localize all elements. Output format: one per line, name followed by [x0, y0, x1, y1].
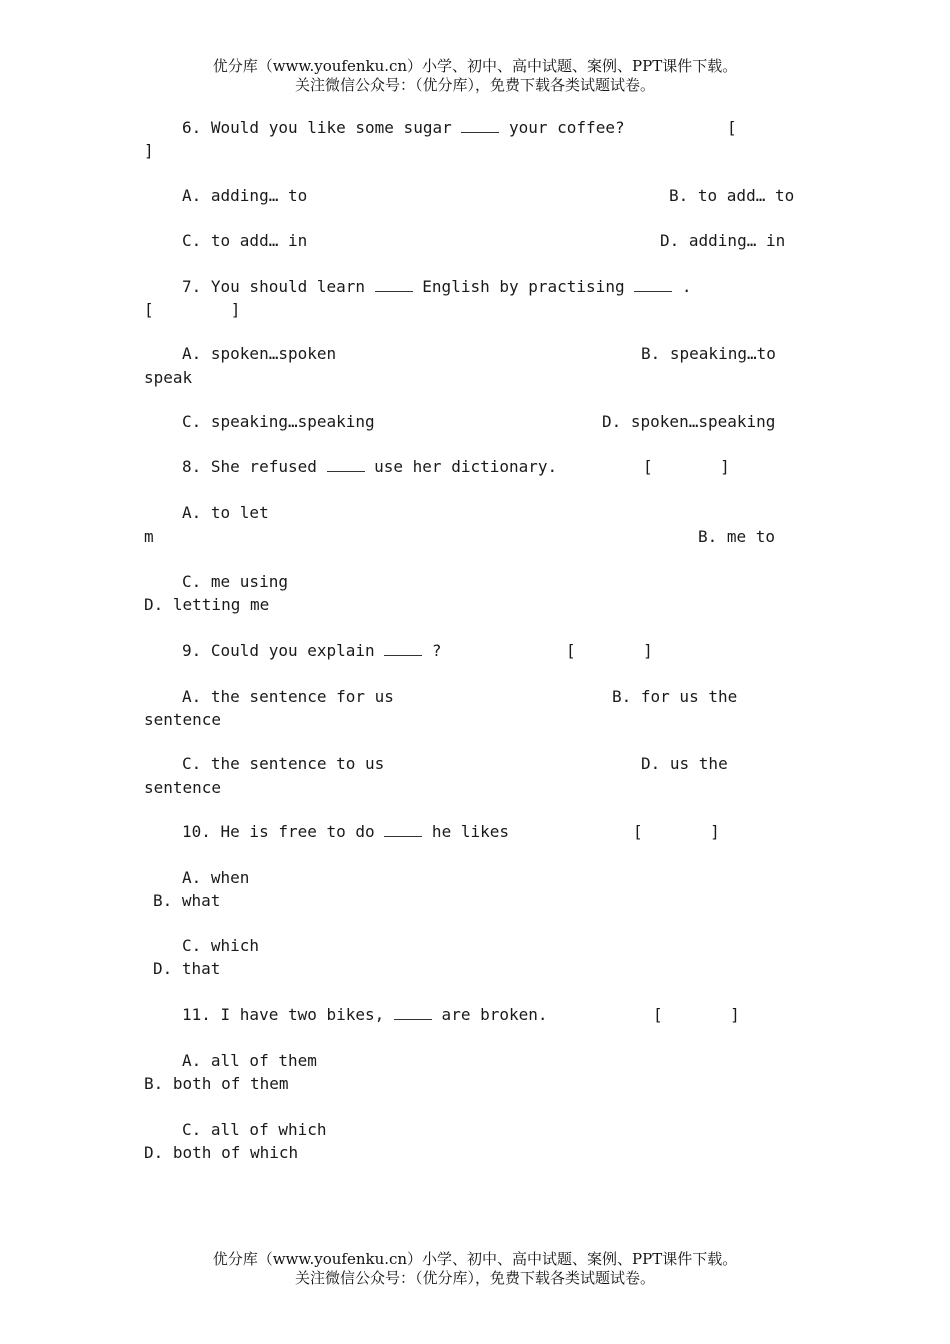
question-6-stem-part-1: 6. Would you like some sugar: [182, 118, 462, 137]
question-10-stem-part-2: he likes: [422, 822, 509, 841]
question-7-option-b: B. speaking…to: [641, 344, 776, 363]
question-10-option-b: B. what: [153, 891, 221, 910]
answer-blank: [394, 1005, 432, 1020]
answer-bracket: [ ]: [566, 641, 653, 660]
question-9-option-c: C. the sentence to us: [182, 754, 385, 773]
question-11-stem: [182, 1004, 548, 1026]
question-7-option-a: A. spoken…spoken: [182, 344, 337, 363]
question-7-option-d: D. spoken…speaking: [602, 412, 776, 431]
question-10-option-a: A. when: [182, 868, 250, 887]
question-9-option-d: D. us the: [641, 754, 728, 773]
question-8-option-d: D. letting me: [144, 595, 270, 614]
question-6-option-b: B. to add… to: [669, 186, 795, 205]
question-10-option-c: C. which: [182, 936, 260, 955]
footer-line-1: 优分库（www.youfenku.cn）小学、初中、高中试题、案例、PPT课件下载。: [212, 1250, 738, 1268]
question-9-stem: [182, 640, 442, 662]
answer-bracket-close: ]: [144, 141, 154, 160]
question-8-stem-part-2: use her dictionary.: [364, 457, 558, 476]
header-line-2: 关注微信公众号：（优分库），免费下载各类试题试卷。: [294, 76, 655, 94]
question-8-stem-part-1: 8. She refused: [182, 457, 327, 476]
answer-blank: [375, 277, 413, 292]
question-9-option-a: A. the sentence for us: [182, 687, 394, 706]
answer-bracket: [ ]: [633, 822, 720, 841]
question-11-option-d: D. both of which: [144, 1143, 299, 1162]
question-10-option-d: D. that: [153, 959, 221, 978]
question-11-option-a: A. all of them: [182, 1051, 317, 1070]
question-8-option-c: C. me using: [182, 572, 288, 591]
question-11-stem-part-1: 11. I have two bikes,: [182, 1005, 394, 1024]
question-8-option-a-wrap: m: [144, 527, 154, 546]
question-10-stem-part-1: 10. He is free to do: [182, 822, 385, 841]
question-11-option-c: C. all of which: [182, 1120, 327, 1139]
answer-blank: [327, 457, 365, 472]
question-8-option-b: B. me to: [698, 527, 776, 546]
answer-bracket: [ ]: [643, 457, 730, 476]
question-7-stem: [182, 276, 691, 298]
question-8-option-a: A. to let: [182, 503, 269, 522]
answer-blank: [384, 822, 422, 837]
question-9-option-b-wrap: sentence: [144, 710, 222, 729]
answer-bracket: [ ]: [144, 300, 241, 319]
question-11-option-b: B. both of them: [144, 1074, 289, 1093]
question-7-stem-part-1: 7. You should learn: [182, 277, 375, 296]
question-9-stem-part-2: ?: [422, 641, 442, 660]
answer-bracket: [ ]: [653, 1005, 740, 1024]
answer-blank: [634, 277, 672, 292]
question-10-stem: [182, 821, 509, 843]
question-6-option-c: C. to add… in: [182, 231, 308, 250]
question-9-stem-part-1: 9. Could you explain: [182, 641, 385, 660]
question-9-option-d-wrap: sentence: [144, 778, 222, 797]
question-6-stem: [182, 117, 625, 139]
answer-blank: [384, 641, 422, 656]
answer-bracket-open: [: [727, 118, 737, 137]
header-line-1: 优分库（www.youfenku.cn）小学、初中、高中试题、案例、PPT课件下载。: [212, 57, 738, 75]
answer-blank: [461, 118, 499, 133]
question-7-option-b-wrap: speak: [144, 368, 193, 387]
question-8-stem: [182, 456, 557, 478]
question-7-stem-part-2: English by practising: [412, 277, 635, 296]
question-6-option-d: D. adding… in: [660, 231, 786, 250]
question-7-stem-part-3: .: [672, 277, 692, 296]
question-6-stem-part-2: your coffee?: [499, 118, 625, 137]
question-7-option-c: C. speaking…speaking: [182, 412, 375, 431]
question-6-option-a: A. adding… to: [182, 186, 308, 205]
question-11-stem-part-2: are broken.: [431, 1005, 548, 1024]
question-9-option-b: B. for us the: [612, 687, 738, 706]
footer-line-2: 关注微信公众号：（优分库），免费下载各类试题试卷。: [294, 1269, 655, 1287]
